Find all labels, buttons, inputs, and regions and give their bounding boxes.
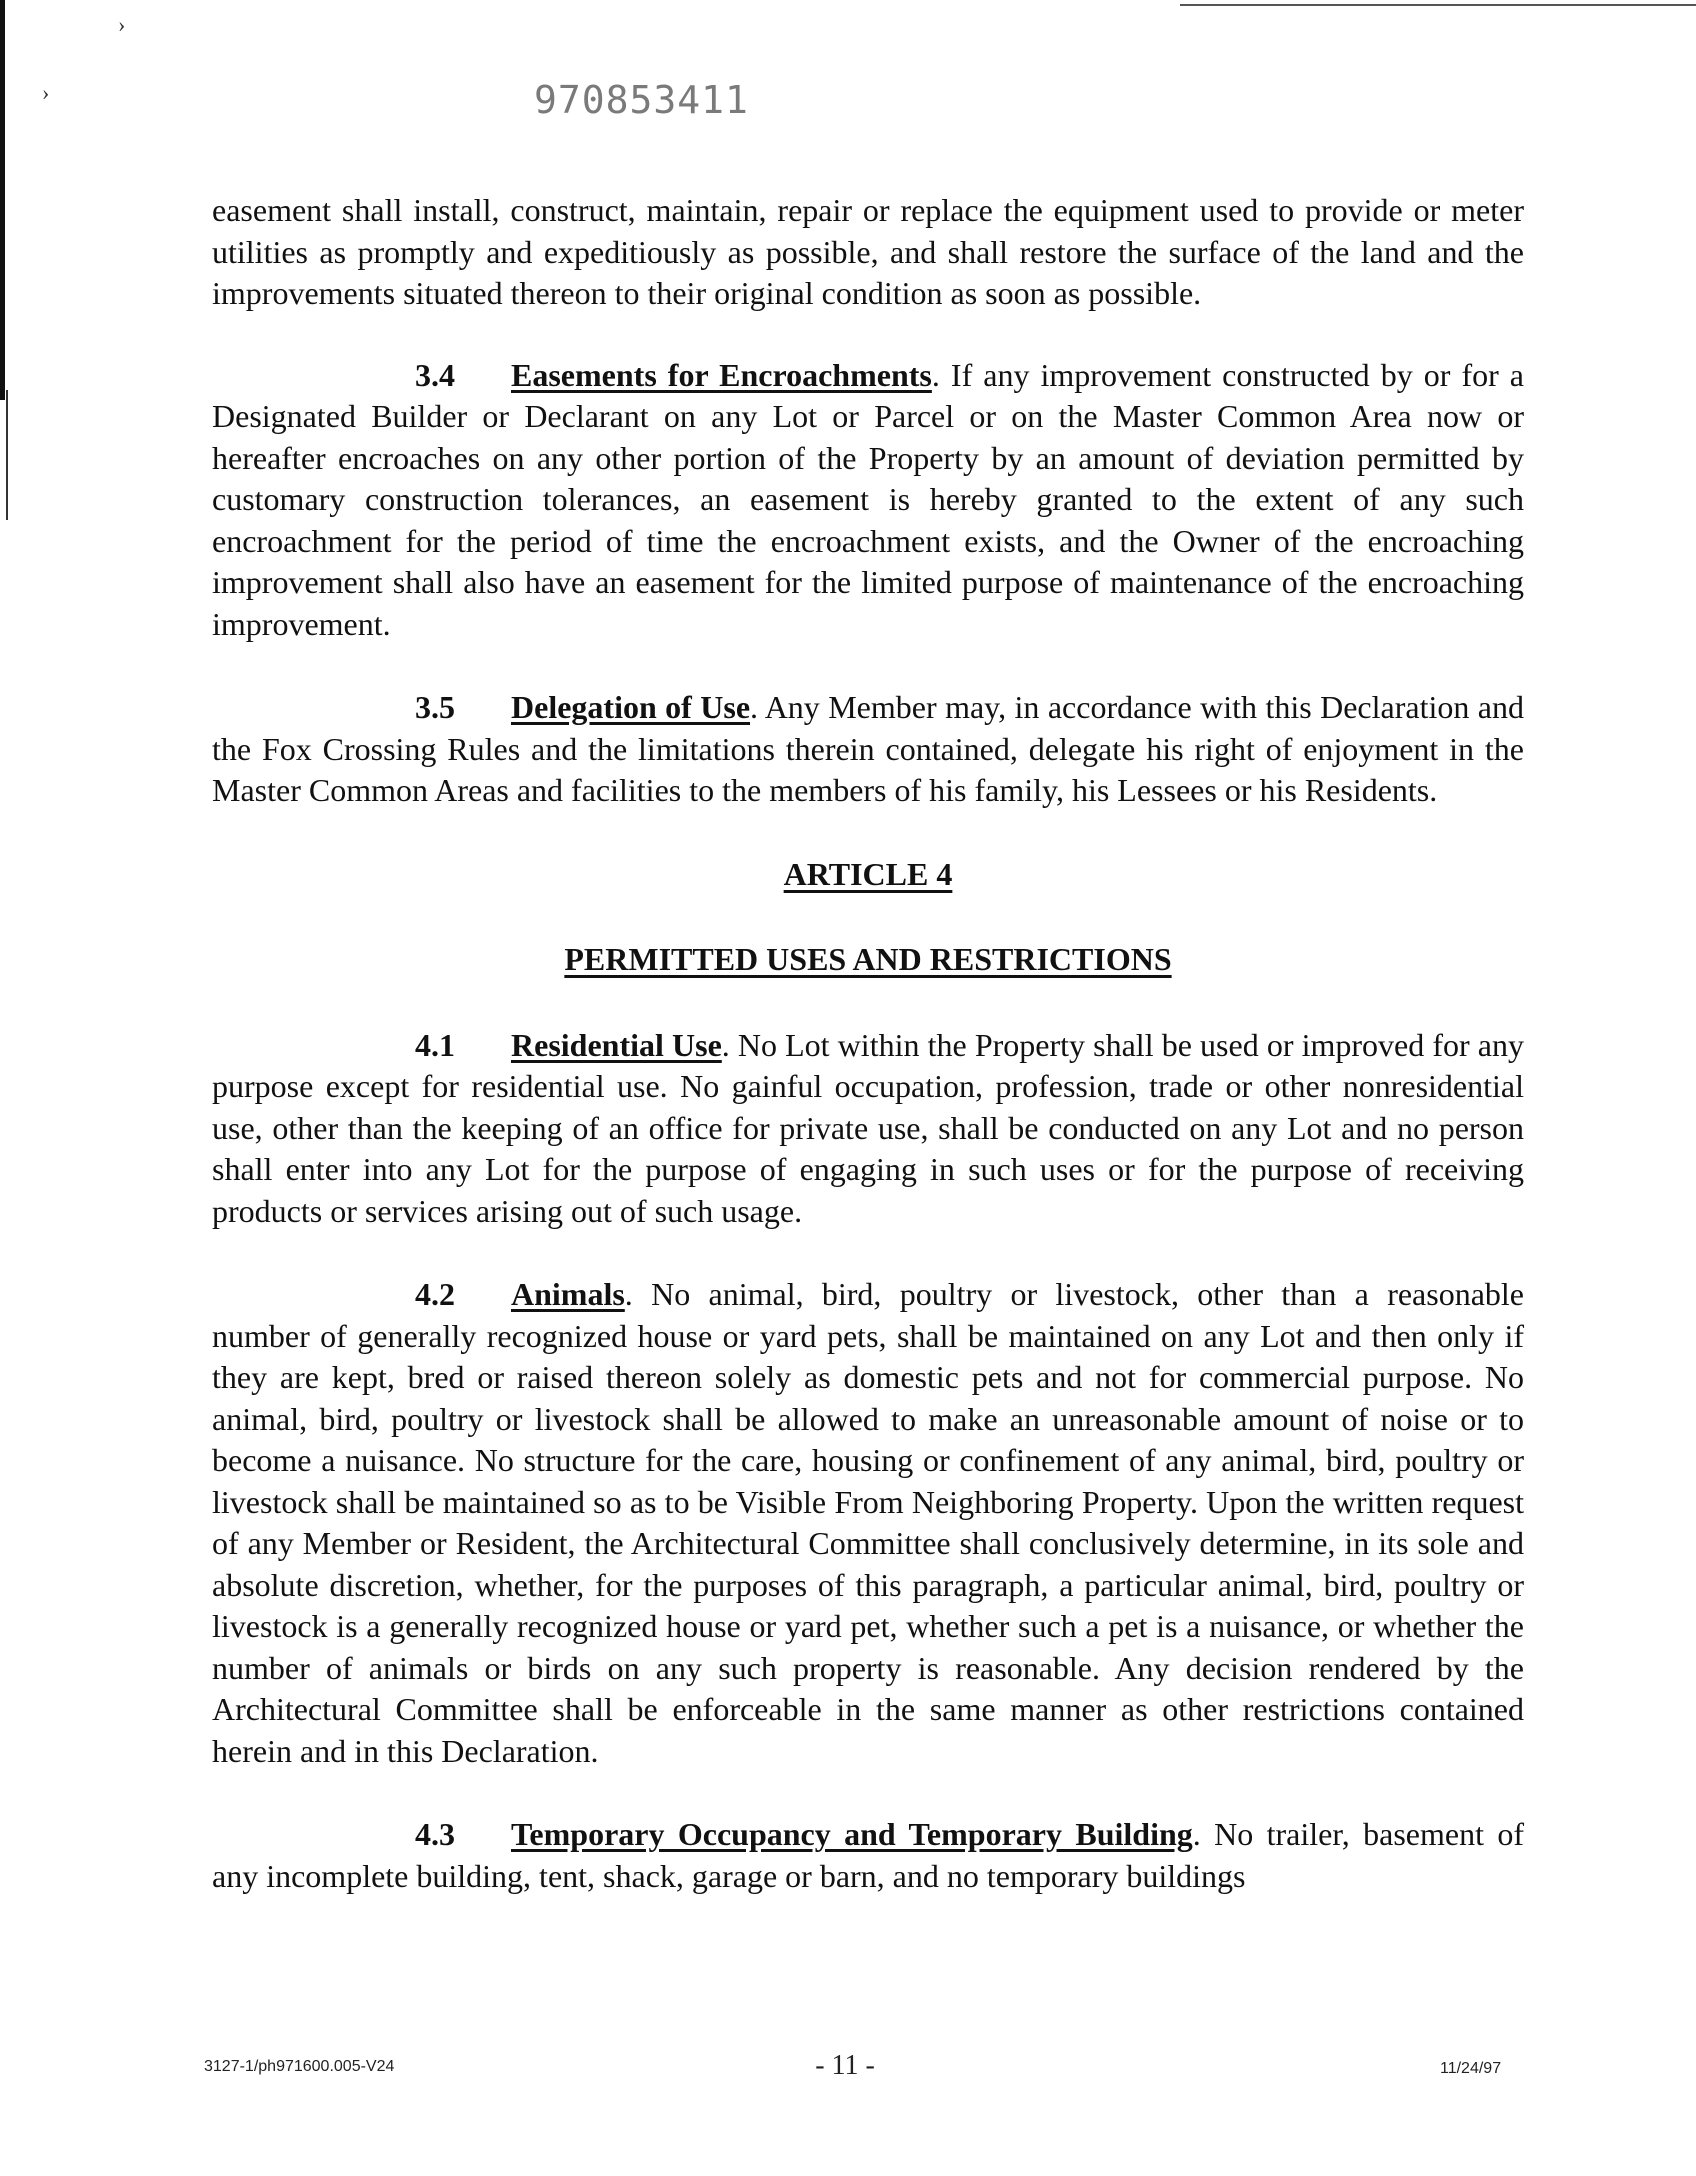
section-number: 4.1 [415,1026,455,1063]
scan-edge-mark [6,390,8,520]
scan-edge-bar [0,0,5,400]
paragraph-continuation: easement shall install, construct, maintain, repair or replace the equipment used to provide or meter utilities as promptly and expeditiously as possible, and shall restore the surface of the land and the improvements situated thereon to their original condition as soon as possible. [212,192,1524,311]
article-heading: ARTICLE 4 [783,855,953,892]
section-text: . If any improvement constructed by or for a Designated Builder or Declarant on any Lot or Parcel or on the Master Common Area now or hereafter encroaches on any other portion of the Property by an amount of deviation permitted by customary construction tolerances, an easement is hereby granted to the extent of any such encroachment for the period of time the encroachment exists, and the Owner of the encroaching improvement shall also have an easement for the limited purpose of maintenance of the encroaching improvement. [212,356,1525,642]
page-number: - 11 - [815,2050,875,2081]
section-number: 4.3 [415,1816,455,1852]
section-text: . No trailer, basement of any incomplete building, tent, shack, garage or barn, and no temporary buildings [212,1816,1524,1894]
article-subheading: PERMITTED USES AND RESTRICTIONS [564,941,1172,977]
section-text: . Any Member may, in accordance with this Declaration and the Fox Crossing Rules and the limitations therein contained, delegate his right of enjoyment in the Master Common Areas and facilities to the members of his family, his Lessees or his Residents. [212,689,1525,808]
section-4-3 [212,1814,1524,1897]
footer-date: 11/24/97 [1440,2060,1502,2077]
section-number: 3.4 [415,356,455,393]
document-body [212,190,1524,1939]
section-title: Delegation of Use [511,689,751,725]
section-3-4 [212,355,1524,646]
section-4-2 [212,1274,1524,1772]
recording-number: 970853411 [534,78,749,122]
section-title: Temporary Occupancy and Temporary Building [511,1816,1193,1852]
section-title: Easements for Encroachments [511,356,932,393]
scan-speck: › [42,80,50,105]
section-title: Animals [511,1276,625,1312]
section-title: Residential Use [511,1026,722,1063]
section-number: 3.5 [415,689,455,725]
section-number: 4.2 [415,1276,455,1312]
section-4-1 [212,1025,1524,1233]
section-text: . No Lot within the Property shall be used or improved for any purpose except for residential use. No gainful occupation, profession, trade or other nonresidential use, other than the keeping of an office for private use, shall be conducted on any Lot and no person shall enter into any Lot for the purpose of engaging in such uses or for the purpose of receiving products or services arising out of such usage. [212,1026,1525,1229]
top-edge-rule [1180,4,1696,6]
scan-speck: › [118,12,126,37]
section-3-5 [212,687,1524,812]
footer-file-reference: 3127-1/ph971600.005-V24 [204,2058,395,2075]
section-text: . No animal, bird, poultry or livestock, other than a reasonable number of generally recognized house or yard pets, shall be maintained on any Lot and then only if they are kept, bred or raised thereon solely as domestic pets and not for commercial purpose. No animal, bird, poultry or livestock shall be allowed to make an unreasonable amount of noise or to become a nuisance. No structure for the care, housing or confinement of any animal, bird, poultry or livestock shall be maintained so as to be Visible From Neighboring Property. Upon the written request of any Member or Resident, the Architectural Committee shall conclusively determine, in its sole and absolute discretion, whether, for the purposes of this paragraph, a particular animal, bird, poultry or livestock is a generally recognized house or yard pet, whether such a pet is a nuisance, or whether the number of animals or birds on any such property is reasonable. Any decision rendered by the Architectural Committee shall be enforceable in the same manner as other restrictions contained herein and in this Declaration. [212,1276,1524,1769]
